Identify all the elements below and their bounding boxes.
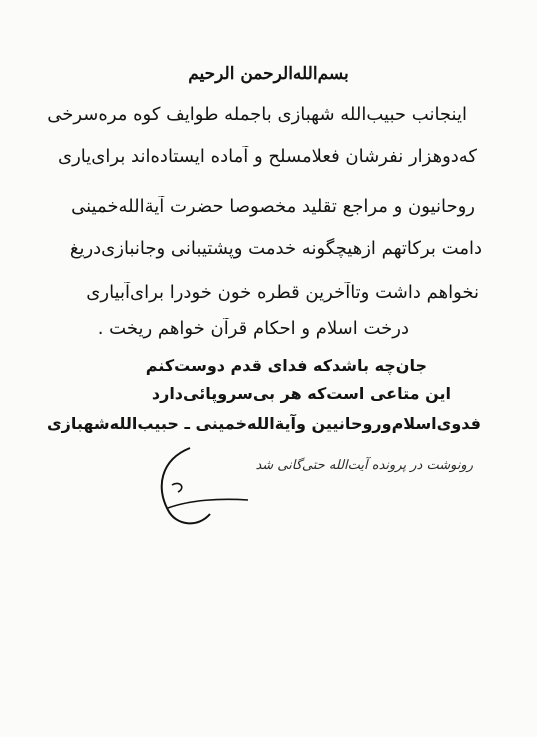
closing-line: فدوی‌اسلام‌وروحانیین وآیةالله‌خمینی ـ حبیب‌الله‌شهبازی	[46, 414, 481, 433]
letter-line-5: نخواهم داشت وتاآخرین قطره خون خودرا برای‌آبیاری	[86, 282, 479, 303]
poem-line-1: جان‌چه باشدکه فدای قدم دوست‌کنم	[145, 356, 427, 375]
letter-line-1: اینجانب حبیب‌الله شهبازی باجمله طوایف کوه مره‌سرخی	[47, 104, 467, 125]
letter-heading: بسم‌الله‌الرحمن الرحیم	[188, 64, 349, 84]
poem-line-2: این متاعی است‌که هر بی‌سروپائی‌دارد	[151, 384, 451, 403]
letter-line-6: درخت اسلام و احکام قرآن خواهم ریخت .	[97, 318, 409, 339]
signature-mark-icon	[150, 440, 250, 535]
letter-line-4: دامت برکاتهم ازهیچگونه خدمت وپشتیبانی وجانبازی‌دریغ	[69, 238, 482, 259]
handwritten-note: رونوشت در پرونده آیت‌الله حتی‌گانی شد	[255, 458, 473, 473]
letter-line-3: روحانیون و مراجع تقلید مخصوصا حضرت آیةالله‌خمینی	[71, 196, 475, 217]
letter-line-2: که‌دوهزار نفرشان فعلامسلح و آماده ایستاده‌اند برای‌یاری	[58, 146, 477, 167]
